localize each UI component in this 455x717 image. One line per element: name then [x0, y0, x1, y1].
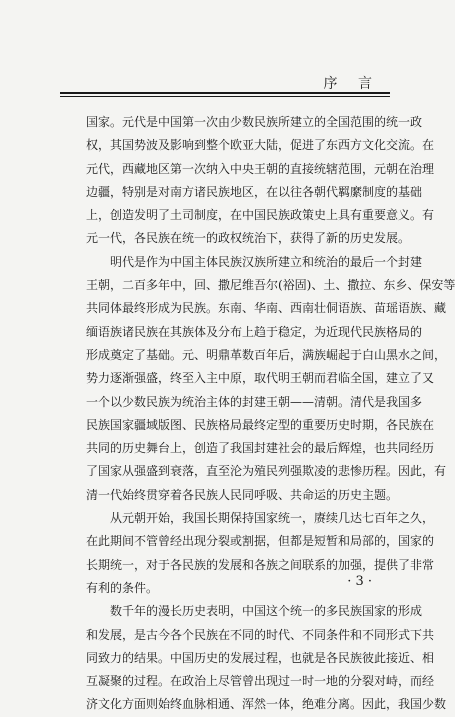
text-line: 有利的条件。: [86, 580, 159, 595]
text-line: 元一代，各民族在统一的政权统治下，获得了新的历史发展。: [86, 231, 411, 246]
text-line: 从元朝开始，我国长期保持国家统一，赓续几达七百年之久，: [110, 511, 435, 526]
header-rule-thin: [60, 96, 390, 97]
text-line: 明代是作为中国主体民族汉族所建立和统治的最后一个封建: [110, 254, 423, 269]
text-line: 互凝聚的过程。在政治上尽管曾出现过一时一地的分裂对峙，而经: [86, 674, 435, 689]
text-line: 在此期间不管曾经出现分裂或割据，但都是短暂和局部的，国家的: [86, 534, 435, 549]
text-line: 元代，西藏地区第一次纳入中央王朝的直接统辖范围，元朝在治理: [86, 161, 435, 176]
text-line: 民族国家疆域版图、民族格局最终定型的重要历史时期，各民族在: [86, 417, 435, 432]
text-line: 共同体最终形成为民族。东南、华南、西南壮侗语族、苗瑶语族、藏: [86, 301, 447, 316]
text-line: 王朝，二百多年中，回、撒尼维吾尔(裕固)、土、撒拉、东乡、保安等: [86, 278, 455, 293]
text-line: 了国家从强盛到衰落，直至沦为殖民列强欺凌的悲惨历程。因此，有: [86, 464, 447, 479]
text-line: 权，其国势波及影响到整个欧亚大陆，促进了东西方文化交流。在: [86, 138, 435, 153]
text-line: 势力逐渐强盛，终至入主中原，取代明王朝而君临全国，建立了又: [86, 371, 435, 386]
running-header-title: 序 言: [323, 76, 380, 92]
text-line: 共同的历史舞台上，创造了我国封建社会的最后辉煌，也共同经历: [86, 441, 435, 456]
text-line: 缅语族诸民族在其族体及分布上趋于稳定，为近现代民族格局的: [86, 324, 423, 339]
body-text: [86, 111, 455, 717]
text-line: 国家。元代是中国第一次由少数民族所建立的全国范围的统一政: [86, 115, 423, 129]
text-line: 形成奠定了基础。元、明鼎革数百年后，满族崛起于白山黑水之间，: [86, 347, 447, 362]
text-line: 边疆，特别是对南方诸民族地区，在以往各朝代羁縻制度的基础: [86, 184, 423, 199]
text-line: 济文化方面则始终血脉相通、浑然一体，绝难分离。因此，我国少数: [86, 697, 447, 712]
text-line: 长期统一，对于各民族的发展和各族之间联系的加强，提供了非常: [86, 557, 435, 572]
page-number: · 3 ·: [347, 574, 372, 589]
text-line: 上，创造发明了土司制度，在中国民族政策史上具有重要意义。有: [86, 208, 435, 223]
header-rule: [60, 92, 390, 94]
text-line: 清一代始终贯穿着各民族人民同呼吸、共命运的历史主题。: [86, 487, 399, 502]
text-line: 和发展，是古今各个民族在不同的时代、不同条件和不同形式下共: [86, 627, 435, 642]
text-line: 一个以少数民族为统治主体的封建王朝——清朝。清代是我国多: [86, 394, 423, 409]
text-line: 同致力的结果。中国历史的发展过程，也就是各民族彼此接近、相: [86, 650, 435, 665]
text-line: 数千年的漫长历史表明，中国这个统一的多民族国家的形成: [110, 604, 423, 619]
